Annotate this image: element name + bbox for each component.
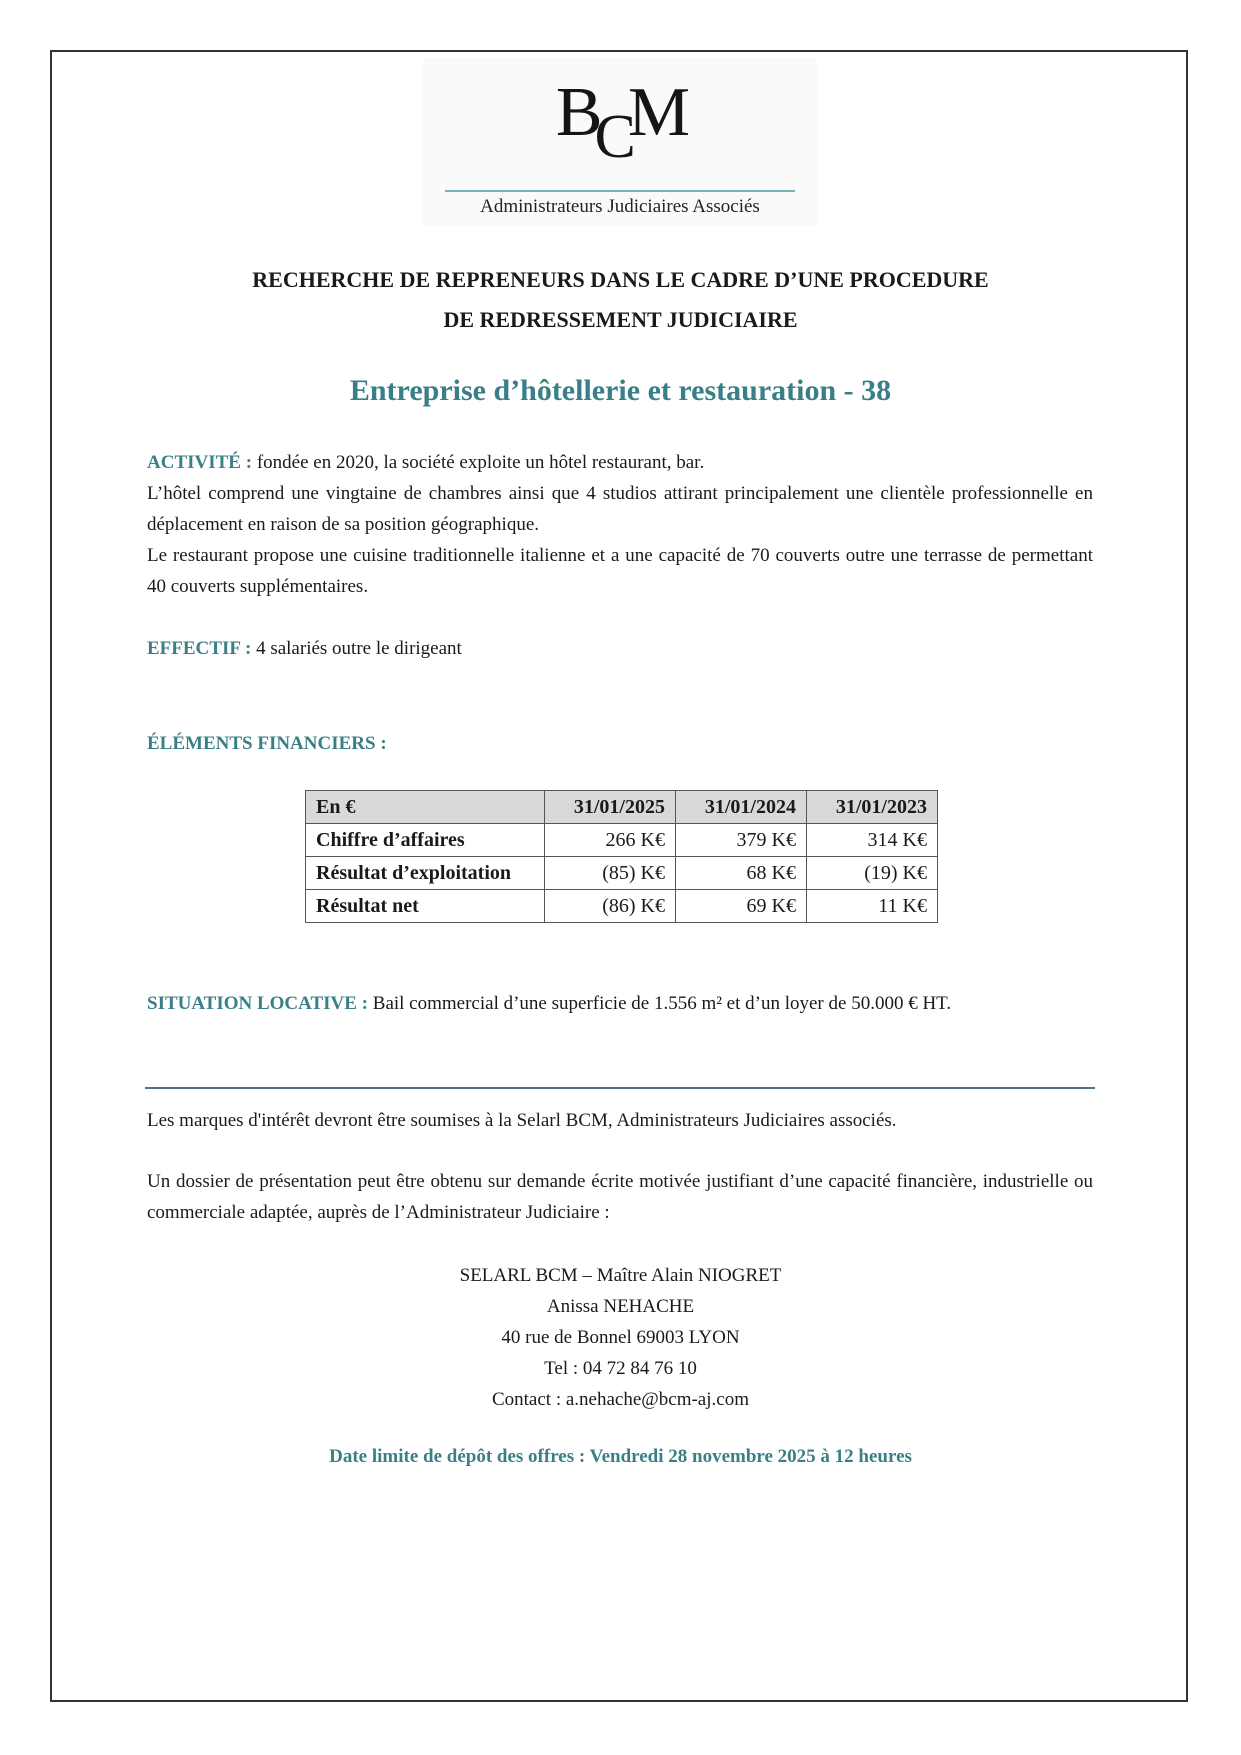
table-header-cell: En € bbox=[306, 791, 545, 824]
contact-phone: Tel : 04 72 84 76 10 bbox=[544, 1358, 697, 1379]
table-row bbox=[306, 857, 938, 890]
section-divider bbox=[145, 1087, 1095, 1089]
contact-person: Anissa NEHACHE bbox=[546, 1296, 695, 1317]
table-header-cell: 31/01/2024 bbox=[676, 791, 807, 824]
activite-section bbox=[147, 447, 1093, 602]
contact-address: 40 rue de Bonnel 69003 LYON bbox=[501, 1327, 740, 1348]
logo-letter-b: B bbox=[555, 74, 597, 151]
table-cell: 266 K€ bbox=[545, 824, 676, 857]
activite-text-2: L’hôtel comprend une vingtaine de chambres ainsi que 4 studios attirant principalement une clientèle professionnelle en déplacement en raison de sa position géographique. bbox=[147, 483, 1093, 535]
table-header-cell: 31/01/2023 bbox=[807, 791, 938, 824]
effectif-text: 4 salariés outre le dirigeant bbox=[251, 638, 462, 659]
activite-text-1: fondée en 2020, la société exploite un hôtel restaurant, bar. bbox=[252, 452, 705, 473]
bcm-logo bbox=[423, 58, 817, 226]
table-cell: (85) K€ bbox=[545, 857, 676, 890]
table-cell: (19) K€ bbox=[807, 857, 938, 890]
logo-monogram bbox=[423, 74, 817, 171]
logo-rule bbox=[445, 190, 795, 192]
table-cell: 314 K€ bbox=[807, 824, 938, 857]
table-cell: 69 K€ bbox=[676, 890, 807, 923]
deadline-notice: Date limite de dépôt des offres : Vendredi 28 novembre 2025 à 12 heures bbox=[329, 1446, 912, 1467]
table-header-row bbox=[306, 791, 938, 824]
locative-text: Bail commercial d’une superficie de 1.556 m² et d’un loyer de 50.000 € HT. bbox=[368, 993, 952, 1014]
situation-locative-section bbox=[147, 988, 1093, 1019]
table-cell: (86) K€ bbox=[545, 890, 676, 923]
effectif-section bbox=[147, 633, 1093, 664]
financiers-section bbox=[147, 728, 1093, 759]
document-heading bbox=[0, 260, 1241, 340]
financial-table bbox=[305, 790, 938, 923]
activite-label: ACTIVITÉ : bbox=[147, 452, 253, 473]
logo-tagline: Administrateurs Judiciaires Associés bbox=[480, 196, 760, 217]
contact-firm: SELARL BCM – Maître Alain NIOGRET bbox=[459, 1265, 782, 1286]
financiers-label: ÉLÉMENTS FINANCIERS : bbox=[147, 733, 387, 754]
table-row bbox=[306, 824, 938, 857]
company-title: Entreprise d’hôtellerie et restauration - 38 bbox=[349, 374, 892, 407]
row-label: Chiffre d’affaires bbox=[306, 824, 545, 857]
logo-letter-c: C bbox=[594, 103, 630, 171]
activite-text-3: Le restaurant propose une cuisine traditionnelle italienne et a une capacité de 70 couverts outre une terrasse de permettant 40 couverts supplémentaires. bbox=[147, 545, 1093, 597]
table-cell: 11 K€ bbox=[807, 890, 938, 923]
contact-block bbox=[0, 1260, 1241, 1415]
row-label: Résultat d’exploitation bbox=[306, 857, 545, 890]
row-label: Résultat net bbox=[306, 890, 545, 923]
contact-email: Contact : a.nehache@bcm-aj.com bbox=[491, 1389, 749, 1410]
logo-letter-m: M bbox=[627, 74, 685, 151]
dossier-paragraph: Un dossier de présentation peut être obtenu sur demande écrite motivée justifiant d’une capacité financière, industrielle ou commerciale adaptée, auprès de l’Administrateur Judiciaire : bbox=[147, 1171, 1093, 1223]
table-cell: 68 K€ bbox=[676, 857, 807, 890]
locative-label: SITUATION LOCATIVE : bbox=[147, 993, 369, 1014]
effectif-label: EFFECTIF : bbox=[147, 638, 252, 659]
marques-paragraph: Les marques d'intérêt devront être soumises à la Selarl BCM, Administrateurs Judiciaires associés. bbox=[147, 1110, 897, 1131]
heading-line-1: RECHERCHE DE REPRENEURS DANS LE CADRE D’UNE PROCEDURE bbox=[252, 267, 989, 292]
table-header-cell: 31/01/2025 bbox=[545, 791, 676, 824]
table-cell: 379 K€ bbox=[676, 824, 807, 857]
heading-line-2: DE REDRESSEMENT JUDICIAIRE bbox=[443, 307, 798, 332]
table-row bbox=[306, 890, 938, 923]
